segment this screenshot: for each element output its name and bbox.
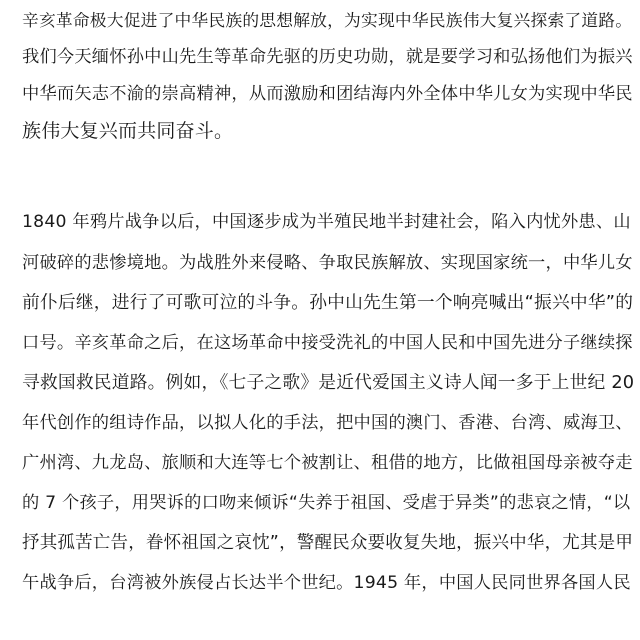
paragraph-2-line-10: 午战争后，台湾被外族侵占长达半个世纪。1945 年，中国人民同世界各国人民 [22,573,631,593]
paragraph-1-line-3: 中华而矢志不渝的崇高精神，从而激励和团结海内外全体中华儿女为实现中华民 [22,84,633,104]
paragraph-2-line-3: 前仆后继，进行了可歌可泣的斗争。孙中山先生第一个响亮喊出“振兴中华”的 [22,293,634,313]
paragraph-1-line-1: 辛亥革命极大促进了中华民族的思想解放，为实现中华民族伟大复兴探索了道路。 [22,10,633,30]
paragraph-2-line-8: 的 7 个孩子，用哭诉的口吻来倾诉“失养于祖国、受虐于异类”的悲哀之情，“以 [22,493,631,513]
paragraph-2-line-2: 河破碎的悲惨境地。为战胜外来侵略、争取民族解放、实现国家统一，中华儿女 [22,253,633,273]
paragraph-2-line-7: 广州湾、九龙岛、旅顺和大连等七个被割让、租借的地方，比做祖国母亲被夺走 [22,453,633,473]
paragraph-1-line-2: 我们今天缅怀孙中山先生等革命先驱的历史功勋，就是要学习和弘扬他们为振兴 [22,47,633,67]
paragraph-2-line-9: 抒其孤苦亡告，眷怀祖国之哀忱”，警醒民众要收复失地，振兴中华，尤其是甲 [22,533,634,553]
paragraph-2-line-6: 年代创作的组诗作品，以拟人化的手法，把中国的澳门、香港、台湾、威海卫、 [22,413,633,433]
paragraph-1-line-4: 族伟大复兴而共同奋斗。 [22,120,234,142]
paragraph-2-line-4: 口号。辛亥革命之后，在这场革命中接受洗礼的中国人民和中国先进分子继续探 [22,333,633,353]
paragraph-2-line-1: 1840 年鸦片战争以后，中国逐步成为半殖民地半封建社会，陷入内忧外患、山 [22,212,631,232]
paragraph-2-line-5: 寻救国救民道路。例如，《七子之歌》是近代爱国主义诗人闻一多于上世纪 20 [22,373,635,393]
